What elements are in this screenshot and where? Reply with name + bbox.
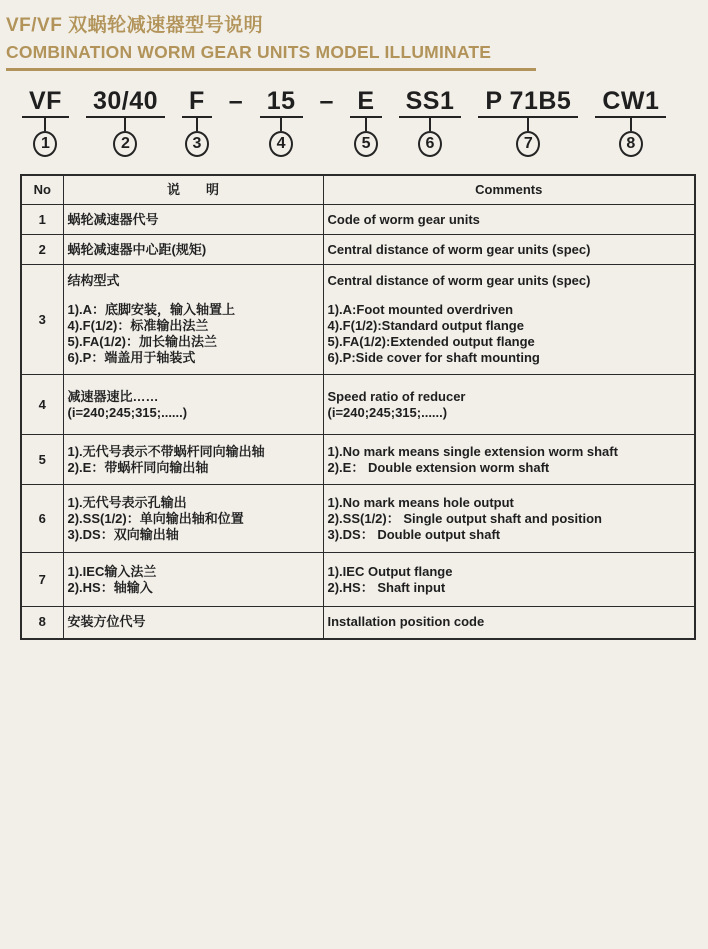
row-comments-cell [323, 607, 695, 639]
cell-text-line: 1).无代号表示不带蜗杆同向输出轴 [67, 443, 265, 459]
cell-text-line: 6).P：端盖用于轴装式 [67, 350, 196, 365]
cell-text-line: 蜗轮减速器中心距(规矩) [67, 241, 207, 257]
table-header-row [21, 175, 695, 205]
row-comments-cell [323, 205, 695, 235]
row-description-cell [63, 435, 323, 485]
cell-text-line: 3).DS：双向输出轴 [67, 526, 179, 542]
row-number: 1 [21, 205, 63, 235]
cell-text-line: 2).HS：轴输入 [67, 579, 153, 595]
segment-connector-line [196, 118, 198, 131]
model-code-segment-1 [22, 88, 69, 157]
spec-table [20, 174, 696, 640]
cell-text-line [328, 289, 691, 302]
page-title-chinese: VF/VF 双蜗轮减速器型号说明 [6, 15, 264, 36]
segment-number-badge: 8 [619, 131, 643, 157]
model-segment-text: 15 [260, 88, 303, 118]
segment-number-badge: 3 [185, 131, 209, 157]
table-row [21, 435, 695, 485]
row-number: 8 [21, 607, 63, 639]
row-number: 4 [21, 375, 63, 435]
cell-text-line: 1).IEC输入法兰 [67, 563, 157, 579]
cell-text-line: Central distance of worm gear units (spec) [327, 241, 591, 257]
cell-text-line: Central distance of worm gear units (spec) [327, 273, 591, 288]
row-number: 6 [21, 485, 63, 553]
segment-connector-line [124, 118, 126, 131]
row-description-cell [63, 235, 323, 265]
cell-text-line: 5).FA(1/2):Extended output flange [327, 334, 535, 349]
segment-connector-line [527, 118, 529, 131]
segment-number-badge: 7 [516, 131, 540, 157]
row-description-cell [63, 607, 323, 639]
table-row [21, 265, 695, 375]
cell-text-line: (i=240;245;315;......) [67, 404, 188, 420]
table-row [21, 235, 695, 265]
cell-text-line: 1).无代号表示孔输出 [67, 494, 187, 510]
row-description-cell [63, 205, 323, 235]
row-comments-cell [323, 485, 695, 553]
model-code-segment-3 [182, 88, 212, 157]
cell-text-line: 减速器速比…… [67, 388, 159, 404]
header-description: 说 明 [63, 175, 323, 205]
segment-number-badge: 5 [354, 131, 378, 157]
segment-connector-line [630, 118, 632, 131]
row-comments-cell [323, 265, 695, 375]
header-no: No [21, 175, 63, 205]
model-segment-text: P 71B5 [478, 88, 578, 118]
row-comments-cell [323, 435, 695, 485]
cell-text-line: 蜗轮减速器代号 [67, 211, 159, 227]
row-comments-cell [323, 375, 695, 435]
header-comments: Comments [323, 175, 695, 205]
cell-text-line: 5).FA(1/2)：加长输出法兰 [67, 334, 218, 349]
row-number: 3 [21, 265, 63, 375]
cell-text-line: 1).No mark means hole output [327, 494, 514, 510]
model-code-segment-4 [260, 88, 303, 157]
segment-number-badge: 2 [113, 131, 137, 157]
model-segment-text: CW1 [595, 88, 666, 118]
segment-number-badge: 6 [418, 131, 442, 157]
model-code-segment-5 [350, 88, 381, 157]
cell-text-line: (i=240;245;315;......) [327, 404, 448, 420]
segment-connector-line [280, 118, 282, 131]
segment-number-badge: 1 [33, 131, 57, 157]
table-row [21, 485, 695, 553]
cell-text-line: 2).E：带蜗杆同向输出轴 [67, 459, 209, 475]
row-number: 7 [21, 553, 63, 607]
row-number: 5 [21, 435, 63, 485]
cell-text-line: 结构型式 [67, 273, 120, 288]
model-segment-text: E [350, 88, 381, 118]
model-segment-text: 30/40 [86, 88, 165, 118]
cell-text-line: 4).F(1/2):Standard output flange [327, 318, 524, 333]
cell-text-line: 安装方位代号 [67, 614, 146, 630]
segment-connector-line [429, 118, 431, 131]
cell-text-line: Installation position code [327, 614, 485, 630]
table-row [21, 375, 695, 435]
table-row [21, 553, 695, 607]
model-segment-text: F [182, 88, 212, 118]
cell-text-line: 4).F(1/2)：标准输出法兰 [67, 318, 209, 333]
table-row [21, 205, 695, 235]
row-number: 2 [21, 235, 63, 265]
row-comments-cell [323, 553, 695, 607]
model-code-segment-2 [86, 88, 165, 157]
cell-text-line: 1).A:Foot mounted overdriven [327, 302, 514, 317]
cell-text-line: 2).HS： Shaft input [327, 579, 446, 595]
cell-text-line: 1).A：底脚安装，输入轴置上 [67, 302, 236, 317]
cell-text-line: 1).No mark means single extension worm shaft [327, 443, 618, 459]
cell-text-line: Code of worm gear units [327, 211, 480, 227]
model-code-segment-6 [399, 88, 462, 157]
row-description-cell [63, 265, 323, 375]
model-code-separator: – [228, 87, 243, 115]
segment-number-badge: 4 [269, 131, 293, 157]
spec-table-body [21, 205, 695, 639]
cell-text-line: Speed ratio of reducer [327, 388, 466, 404]
segment-connector-line [365, 118, 367, 131]
page-title-english: COMBINATION WORM GEAR UNITS MODEL ILLUMINATE [6, 42, 492, 62]
table-row [21, 607, 695, 639]
model-segment-text: VF [22, 88, 69, 118]
segment-connector-line [44, 118, 46, 131]
cell-text-line: 1).IEC Output flange [327, 563, 453, 579]
model-code-segment-7 [478, 88, 578, 157]
row-description-cell [63, 375, 323, 435]
row-description-cell [63, 553, 323, 607]
model-segment-text: SS1 [399, 88, 462, 118]
row-comments-cell [323, 235, 695, 265]
row-description-cell [63, 485, 323, 553]
cell-text-line: 2).SS(1/2)：单向输出轴和位置 [67, 510, 244, 526]
cell-text-line: 2).SS(1/2)： Single output shaft and position [327, 510, 602, 526]
model-code-segment-8 [595, 88, 666, 157]
cell-text-line: 6).P:Side cover for shaft mounting [327, 350, 540, 365]
model-code-row [22, 88, 708, 157]
cell-text-line [68, 289, 319, 302]
model-code-separator: – [319, 87, 334, 115]
cell-text-line: 3).DS： Double output shaft [327, 526, 501, 542]
cell-text-line: 2).E： Double extension worm shaft [327, 459, 550, 475]
title-underline-rule [6, 68, 536, 71]
